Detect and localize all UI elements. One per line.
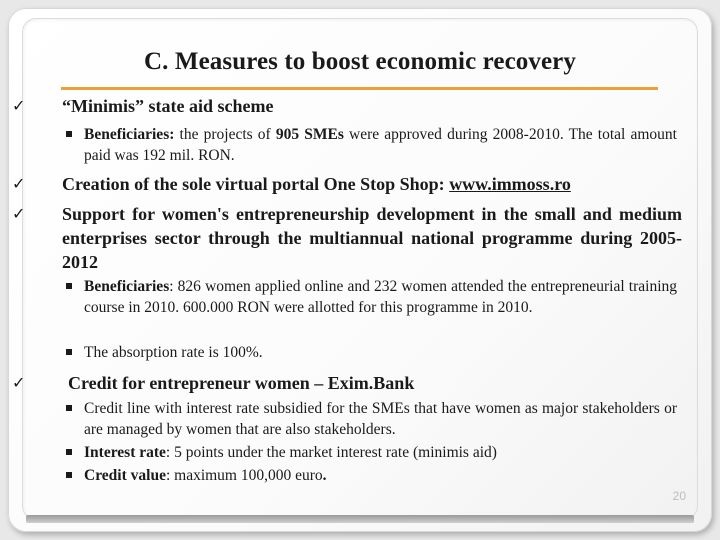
sub-label: Credit value (84, 467, 166, 484)
sub-text: were approved during 2008-2010. The total amount paid was 192 mil. RON. (84, 126, 677, 164)
square-bullet-icon (66, 349, 72, 355)
sub-text: The absorption rate is 100%. (84, 344, 263, 361)
item-credit-women (12, 371, 682, 395)
sub-text: : 5 points under the market interest rate (minimis aid) (165, 444, 497, 461)
bottom-bar (26, 515, 694, 523)
square-bullet-icon (66, 283, 72, 289)
sub-label: Beneficiaries (84, 278, 170, 295)
slide-title: C. Measures to boost economic recovery (144, 48, 576, 75)
sub-text: Credit line with interest rate subsidied for the SMEs that have women as major stakeholders or are managed by women that are also stakeholders. (84, 400, 677, 438)
sub-absorption-rate (84, 342, 677, 363)
check-mark-icon: ✓ (12, 373, 26, 392)
sub-credit-line (84, 398, 677, 440)
sub-text: : 826 women applied online and 232 women attended the entrepreneurial training course in 2010. 600.000 RON were allotted for this programme in 2010. (84, 278, 677, 316)
square-bullet-icon (66, 405, 72, 411)
title-underline (61, 87, 658, 90)
check-mark-icon: ✓ (12, 174, 26, 193)
item-text: Support for women's entrepreneurship development in the small and medium enterprises sector through the multiannual national programme during 2005-2012 (62, 204, 682, 272)
item-minimis-scheme (12, 94, 682, 118)
check-mark-icon: ✓ (12, 204, 26, 223)
sub-text: : maximum 100,000 euro (165, 467, 323, 484)
sub-bold: . (322, 467, 327, 484)
sub-women-beneficiaries (84, 276, 677, 318)
sub-interest-rate (84, 442, 677, 463)
item-one-stop-shop (12, 172, 682, 196)
item-women-entrepreneurship (12, 202, 682, 274)
sub-text: the projects of (174, 126, 276, 143)
check-mark-icon: ✓ (12, 96, 26, 115)
square-bullet-icon (66, 472, 72, 478)
sub-label: Interest rate (84, 444, 166, 461)
portal-link[interactable]: www.immoss.ro (449, 174, 571, 194)
page-number: 20 (672, 489, 686, 503)
sub-minimis-beneficiaries (84, 124, 677, 166)
square-bullet-icon (66, 131, 72, 137)
item-text: Credit for entrepreneur women – Exim.Bank (68, 373, 415, 393)
square-bullet-icon (66, 449, 72, 455)
item-text: “Minimis” state aid scheme (62, 96, 274, 116)
sub-credit-value (84, 465, 677, 486)
sub-label: Beneficiaries: (84, 126, 175, 143)
item-text: Creation of the sole virtual portal One Stop Shop: (62, 174, 450, 194)
sub-bold: 905 SMEs (275, 126, 344, 143)
